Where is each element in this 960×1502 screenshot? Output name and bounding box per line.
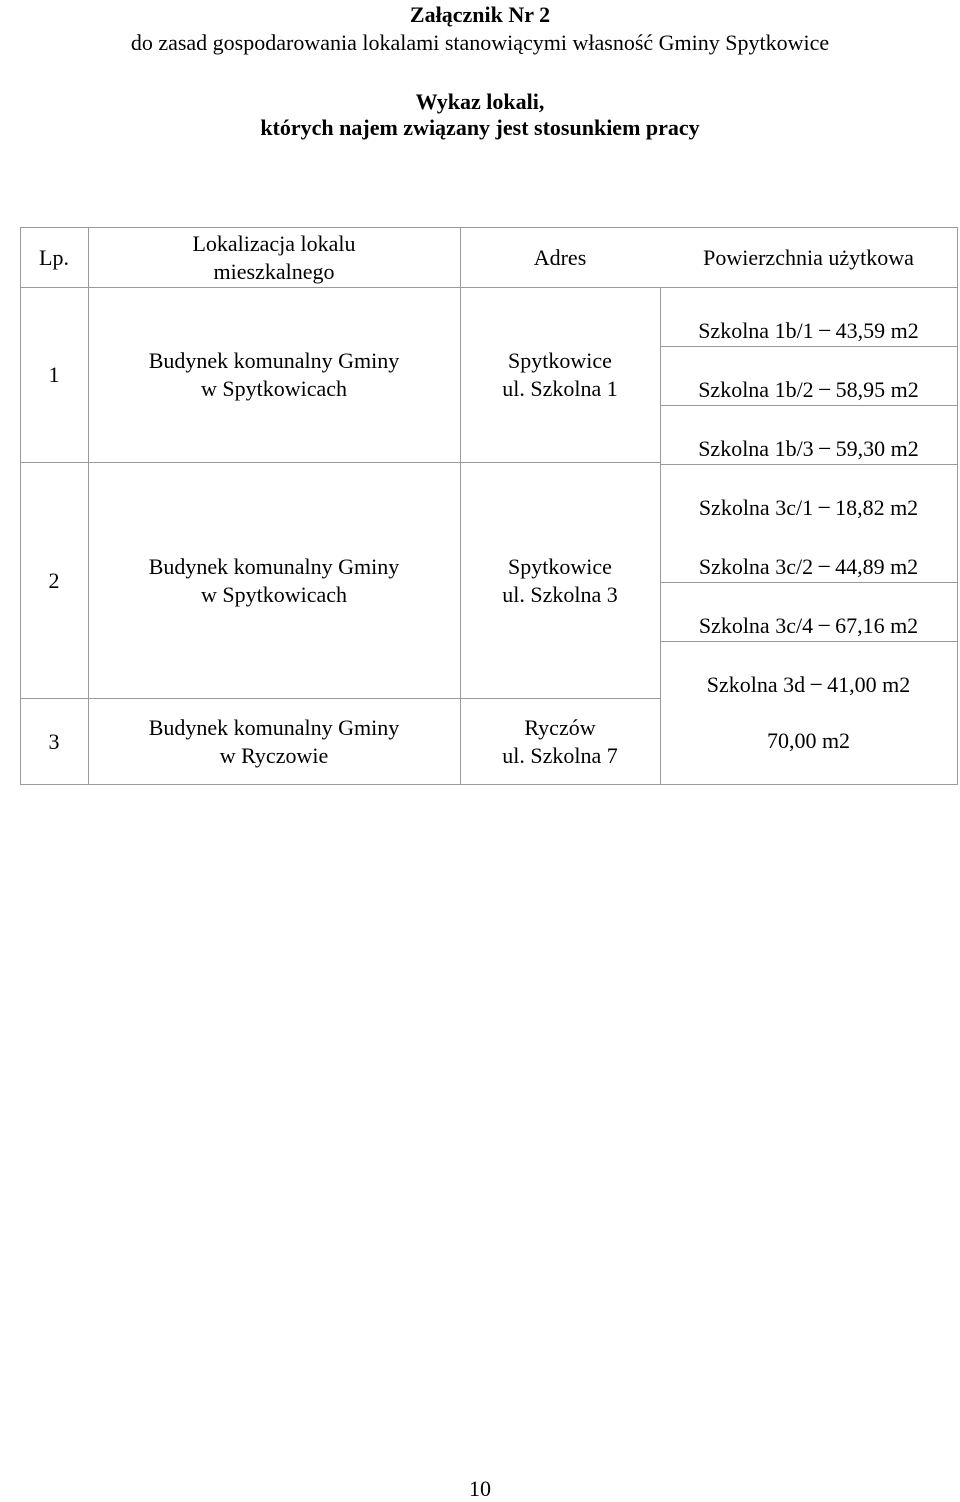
area-entry: Szkolna 1b/3 ̶ 59,30 m2 (698, 436, 919, 461)
annex-title: Załącznik Nr 2 (409, 2, 551, 27)
area-entry: 70,00 m2 (766, 728, 851, 753)
area-entry: Szkolna 3c/1 ̶ 18,82 m2 (698, 495, 919, 520)
row-1-address: Spytkowice ul. Szkolna 1 (502, 348, 618, 401)
area-entry: Szkolna 1b/2 ̶ 58,95 m2 (698, 377, 919, 402)
row-3-address: Ryczów ul. Szkolna 7 (502, 714, 618, 768)
row-2-address: Spytkowice ul. Szkolna 3 (502, 553, 618, 607)
header-lp: Lp. (39, 244, 69, 270)
area-entry: Szkolna 3c/2 ̶ 44,89 m2 (698, 554, 919, 579)
row-3-location: Budynek komunalny Gminy w Ryczowie (148, 714, 400, 768)
list-title: Wykaz lokali, (415, 89, 545, 114)
header-area: Powierzchnia użytkowa (703, 244, 914, 270)
row-2-location: Budynek komunalny Gminy w Spytkowicach (148, 553, 400, 607)
row-2-lp: 2 (48, 567, 60, 593)
row-3-lp: 3 (48, 728, 60, 754)
page-number: 10 (469, 1476, 491, 1501)
row-1-lp: 1 (48, 362, 60, 387)
header-address: Adres (533, 244, 587, 270)
annex-subtitle: do zasad gospodarowania lokalami stanowiącymi własność Gminy Spytkowice (130, 30, 830, 55)
list-subtitle: których najem związany jest stosunkiem pracy (260, 115, 700, 140)
table-border-right (957, 227, 958, 785)
row-1-location: Budynek komunalny Gminy w Spytkowicach (148, 348, 400, 401)
table-border-bottom (20, 784, 958, 785)
area-entry: Szkolna 3c/4 ̶ 67,16 m2 (698, 613, 919, 638)
header-location: Lokalizacja lokalu mieszkalnego (192, 230, 356, 284)
area-entry: Szkolna 1b/1 ̶ 43,59 m2 (698, 318, 919, 343)
area-entry: Szkolna 3d ̶ 41,00 m2 (706, 672, 911, 697)
